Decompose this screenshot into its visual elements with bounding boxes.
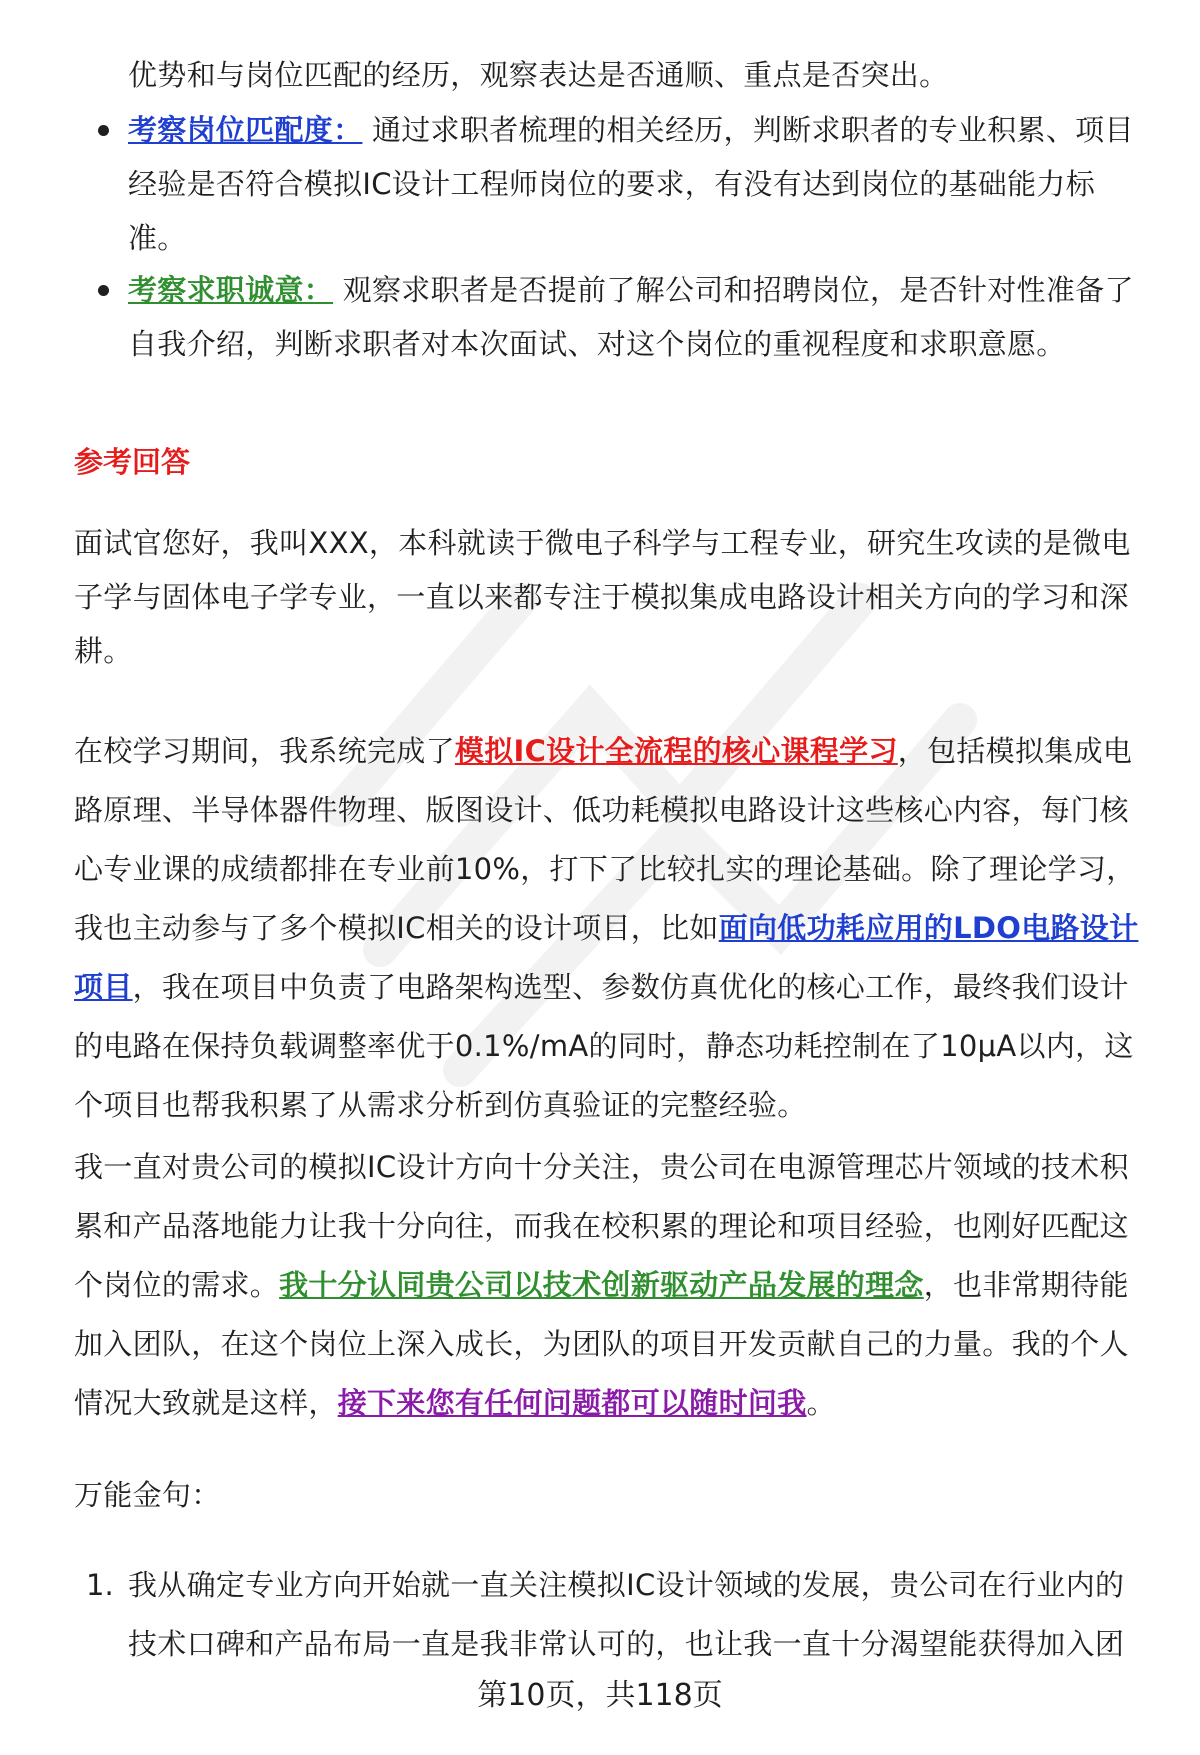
bullet-2-line-2: 自我介绍，判断求职者对本次面试、对这个岗位的重视程度和求职意愿。 [128,327,1066,361]
para2-text: ，我在项目中负责了电路架构选型、参数仿真优化的核心工作，最终我们设计 [132,970,1129,1004]
bullet-1-text-1: 通过求职者梳理的相关经历，判断求职者的专业积累、项目 [371,113,1134,147]
golden-list-number: 1. [86,1568,114,1602]
para3-text: ，也非常期待能 [923,1268,1129,1302]
bullet-1-line-3: 准。 [128,221,187,255]
para2-line-4 [74,899,1154,958]
intro-tail-line: 优势和与岗位匹配的经历，观察表达是否通顺、重点是否突出。 [128,58,949,92]
para2-text: 在校学习期间，我系统完成了 [74,734,455,768]
page-footer: 第10页，共118页 [477,1678,723,1713]
para2-text: 我也主动参与了多个模拟IC相关的设计项目，比如 [74,911,719,945]
para2-highlight-courses: 模拟IC设计全流程的核心课程学习 [454,734,898,768]
para2-line-1 [74,722,1154,781]
bullet-dot-icon [98,285,109,296]
para3-text: 个岗位的需求。 [74,1268,280,1302]
para2-line-3: 心专业课的成绩都排在专业前10%，打下了比较扎实的理论基础。除了理论学习， [74,852,1136,886]
bullet-dot-icon [98,125,109,136]
para1-line-3: 耕。 [74,634,133,668]
para2-line-5 [74,958,1154,1017]
para3-text: 情况大致就是这样， [74,1386,338,1420]
bullet-2-label: 考察求职诚意： [128,273,334,307]
golden-list-line-2: 技术口碑和产品布局一直是我非常认可的，也让我一直十分渴望能获得加入团 [128,1627,1125,1661]
bullet-1-label: 考察岗位匹配度： [128,113,363,147]
bullet-2-text-1: 观察求职者是否提前了解公司和招聘岗位，是否针对性准备了 [342,273,1134,307]
para2-text: ，包括模拟集成电 [897,734,1133,768]
para3-line-1: 我一直对贵公司的模拟IC设计方向十分关注，贵公司在电源管理芯片领域的技术积 [74,1150,1129,1184]
section-title: 参考回答 [74,445,191,479]
bullet-1-line-2: 经验是否符合模拟IC设计工程师岗位的要求，有没有达到岗位的基础能力标 [128,167,1096,201]
para3-line-4: 加入团队，在这个岗位上深入成长，为团队的项目开发贡献自己的力量。我的个人 [74,1327,1129,1361]
golden-title: 万能金句： [74,1478,221,1512]
para2-highlight-project: 面向低功耗应用的LDO电路设计 [718,911,1139,945]
para1-line-2: 子学与固体电子学专业，一直以来都专注于模拟集成电路设计相关方向的学习和深 [74,580,1129,614]
golden-list-line-1: 我从确定专业方向开始就一直关注模拟IC设计领域的发展，贵公司在行业内的 [128,1568,1125,1602]
para3-line-2: 累和产品落地能力让我十分向往，而我在校积累的理论和项目经验，也刚好匹配这 [74,1209,1129,1243]
para2-highlight-project-tail: 项目 [74,970,133,1004]
bullet-2-line-1 [128,261,1154,320]
para3-highlight-philosophy: 我十分认同贵公司以技术创新驱动产品发展的理念 [279,1268,924,1302]
para1-line-1: 面试官您好，我叫XXX，本科就读于微电子科学与工程专业，研究生攻读的是微电 [74,526,1131,560]
bullet-1-line-1 [128,101,1154,160]
para2-line-2: 路原理、半导体器件物理、版图设计、低功耗模拟电路设计这些核心内容，每门核 [74,793,1129,827]
para3-text: 。 [806,1386,836,1420]
para2-line-7: 个项目也帮我积累了从需求分析到仿真验证的完整经验。 [74,1088,807,1122]
para3-line-3 [74,1256,1154,1315]
para3-line-5 [74,1374,1154,1433]
para3-highlight-closing: 接下来您有任何问题都可以随时问我 [337,1386,807,1420]
para2-line-6: 的电路在保持负载调整率优于0.1%/mA的同时，静态功耗控制在了10μA以内，这 [74,1029,1134,1063]
